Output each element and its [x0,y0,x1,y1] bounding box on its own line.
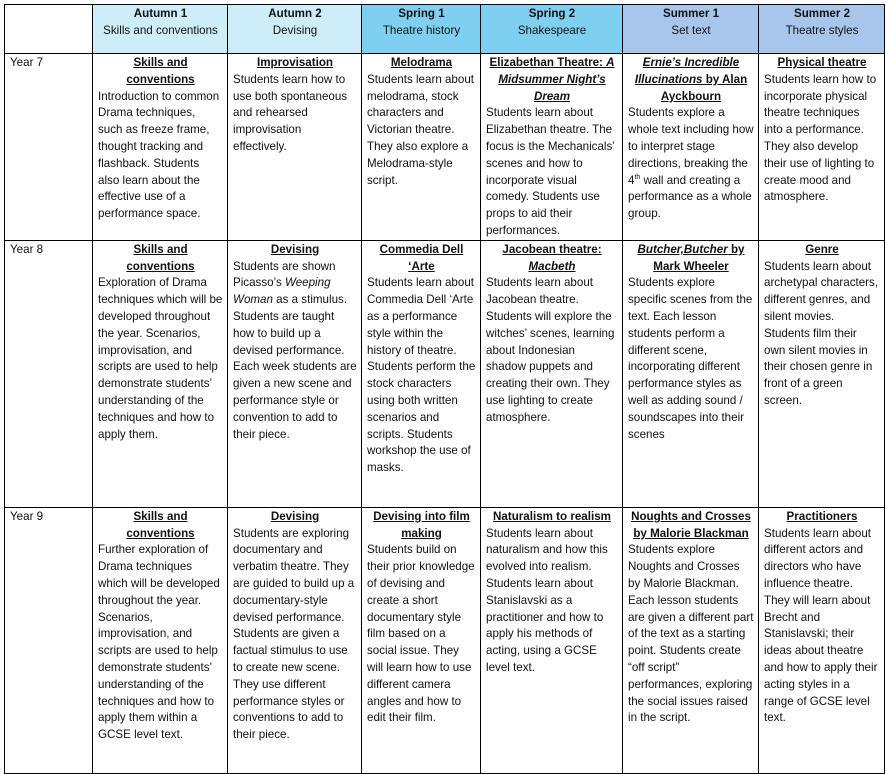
year-7-summer-2-cell [759,54,885,241]
cell-body: Students learn how to incorporate physical theatre techniques into a performance. They also develop their use of lighting to create mood and atmosphere. [764,72,877,204]
header-autumn-2 [228,5,362,54]
play-title: Macbeth [528,259,576,273]
title-part: Elizabethan Theatre: [489,56,607,69]
header-summer-1 [623,5,759,54]
cell-title [486,242,618,276]
cell-body: Students are exploring documentary and verbatim theatre. They are guided to build up a documentary-style devised performance. Students are given a factual stimulus to use to create new scene. They use different performance styles or conventions to add to their piece. [233,526,355,742]
header-spring-2 [481,5,623,54]
cell-title [628,242,754,276]
artwork-title: Weeping Woman [233,276,331,307]
cell-title: Physical theatre [777,56,867,69]
term-topic: Skills and conventions [103,23,218,37]
year-label: Year 9 [5,507,93,773]
body-part: wall and creating a performance as a whole group. [628,173,752,221]
term-topic: Set text [671,23,711,37]
header-summer-2 [759,5,885,54]
cell-title: Skills and conventions [126,509,195,540]
cell-body: Students learn about different actors and directors who have influence theatre. They will learn about Brecht and Stanislavski; their ideas about theatre and how to apply their acting styles in a range of GCSE level text. [764,526,878,725]
year-7-autumn-2-cell [228,54,362,241]
cell-title: Noughts and Crosses by Malorie Blackman [631,509,751,540]
year-8-summer-1-cell [623,240,759,507]
cell-title: Improvisation [256,56,334,69]
title-part: by Mark Wheeler [653,242,745,273]
body-part: as a stimulus. Students are taught how to build up a devised performance. Each week students are given a new scene and performance style or convention to add to their piece. [233,293,357,441]
superscript: th [634,173,641,181]
cell-body: Students build on their prior knowledge of devising and create a short documentary style film based on a social issue. They will learn how to use different camera angles and how to edit their film. [367,543,475,725]
cell-body: Students explore Noughts and Crosses by Malorie Blackman. Each lesson students are given a different part of the text as a starting point. Students create “off script” performances, exploring the social issues raised in the script. [628,543,754,725]
cell-title [628,55,754,105]
year-8-autumn-1-cell [93,240,228,507]
header-autumn-1 [93,5,228,54]
term-name: Autumn 1 [133,7,188,20]
year-7-row [5,54,885,241]
cell-body: Exploration of Drama techniques which will be developed throughout the year. Scenarios, improvisation, and scripts are used to help demonstrate students’ understanding of the techniques and how to apply them. [98,276,223,441]
year-8-row [5,240,885,507]
cell-body: Students learn about Jacobean theatre. Students will explore the witches’ scenes, learning about Indonesian shadow puppets and creating their own. They use lighting to create atmosphere. [486,276,615,424]
year-7-summer-1-cell [623,54,759,241]
cell-title: Naturalism to realism [493,509,611,523]
cell-title: Devising [270,242,320,256]
cell-body [233,259,357,444]
year-8-autumn-2-cell [228,240,362,507]
year-8-summer-2-cell [759,240,885,507]
year-7-autumn-1-cell [93,54,228,241]
year-9-summer-1-cell [623,507,759,773]
play-title: A Midsummer Night’s Dream [498,56,615,103]
year-9-autumn-2-cell [228,507,362,773]
cell-body: Further exploration of Drama techniques which will be developed throughout the year. Scenarios, improvisation, and scripts are used to help demonstrate students’ understanding of the techniques and how to apply them within a GCSE level text. [98,543,220,742]
term-topic: Theatre history [382,23,461,37]
cell-title: Practitioners [786,509,858,523]
body-part: Students are shown Picasso’s [233,259,336,290]
cell-body [628,105,754,223]
cell-title: Melodrama [390,56,453,69]
term-name: Summer 2 [793,7,851,20]
curriculum-table [4,4,885,774]
header-row [5,5,885,54]
title-part: Jacobean theatre: [502,242,602,256]
play-title: Ernie’s Incredible Illucinations [634,56,740,86]
body-part: Students explore a whole text including how to interpret stage directions, breaking the 4 [628,106,754,187]
cell-title: Skills and conventions [126,242,195,273]
year-7-spring-1-cell [362,54,481,241]
term-name: Summer 1 [662,7,720,20]
cell-title: Commedia Dell ‘Arte [379,242,464,273]
cell-body: Students learn how to use both spontaneous and rehearsed improvisation effectively. [233,72,348,153]
play-title: Butcher,Butcher [637,242,728,256]
cell-body: Students explore specific scenes from the text. Each lesson students perform a different scene, incorporating different performance styles as well as adding sound / soundscapes into their scenes [628,276,753,441]
title-part: by Alan Ayckbourn [660,72,748,103]
cell-body: Introduction to common Drama techniques, such as freeze frame, thought tracking and flashback. Students also learn about the effective use of a performance space. [98,89,220,221]
year-9-autumn-1-cell [93,507,228,773]
year-9-row [5,507,885,773]
term-name: Spring 2 [528,7,576,20]
header-spring-1 [362,5,481,54]
cell-title: Devising [270,509,320,523]
cell-body: Students learn about Commedia Dell ‘Arte as a performance style within the history of theatre. Students perform the stock characters using both written scenarios and scripts. Students workshop the use of masks. [367,276,476,475]
cell-body: Students learn about melodrama, stock characters and Victorian theatre. They also explore a Melodrama-style script. [367,72,474,187]
year-8-spring-2-cell [481,240,623,507]
cell-title: Genre [805,242,839,256]
year-label: Year 7 [5,54,93,241]
year-7-spring-2-cell [481,54,623,241]
term-name: Spring 1 [398,7,445,20]
cell-title [486,55,618,105]
cell-title: Skills and conventions [126,56,195,86]
cell-body: Students learn about archetypal characters, different genres, and silent movies. Students film their own silent movies in their chosen genre in front of a green screen. [764,259,879,407]
term-topic: Devising [272,23,318,37]
term-topic: Theatre styles [785,23,859,37]
cell-body: Students learn about naturalism and how this evolved into realism. Students learn about Stanislavski as a practitioner and how to apply his methods of acting, using a GCSE level text. [486,526,608,674]
year-8-spring-1-cell [362,240,481,507]
year-9-spring-1-cell [362,507,481,773]
corner-cell [5,5,93,54]
year-label: Year 8 [5,240,93,507]
year-9-spring-2-cell [481,507,623,773]
term-name: Autumn 2 [268,7,322,20]
term-topic: Shakespeare [517,23,587,37]
year-9-summer-2-cell [759,507,885,773]
cell-body: Students learn about Elizabethan theatre. The focus is the Mechanicals’ scenes and how to incorporate visual comedy. Students use props to aid their performances. [486,106,615,237]
cell-title: Devising into film making [373,509,470,540]
